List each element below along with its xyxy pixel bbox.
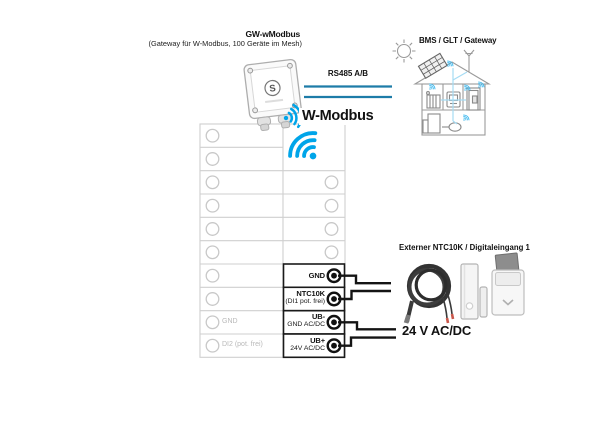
bms-label: BMS / GLT / Gateway [419,36,497,45]
wmodbus-label: W-Modbus [299,108,376,125]
device-title: GW-wModbus [245,29,300,39]
terminal-main-label: UB- [311,312,325,321]
device-subtitle: (Gateway für W-Modbus, 100 Geräte im Mesh) [148,39,302,48]
terminal-sub-label: (DI1 pot. frei) [285,297,325,305]
terminal-label-ub-minus [230,313,325,329]
card-switch-illustration [492,253,524,315]
door-contact-illustration [461,264,487,319]
power-supply-label: 24 V AC/DC [402,323,472,338]
building-illustration [393,40,490,136]
terminal-label-ntc10k [230,290,325,306]
sun-icon [393,40,416,63]
terminal-main-label: GND [308,270,325,280]
terminal-main-label: NTC10K [296,288,325,298]
ntc-sensor-illustration [406,266,453,323]
terminal-label-ub-plus [230,337,325,353]
terminal-sub-label: 24V AC/DC [290,344,325,352]
terminal-label-gnd [230,272,325,280]
left-terminal-label-di2: DI2 (pot. frei) [222,341,263,348]
gateway-device-illustration [244,59,304,132]
left-terminal-label-gnd: GND [222,318,238,325]
rs485-lines [304,87,392,98]
door-icon [467,88,480,110]
device-logo-letter: S [268,83,277,95]
external-input-label: Externer NTC10K / Digitaleingang 1 [399,243,530,252]
terminal-sub-label: GND AC/DC [287,321,325,329]
terminal-main-label: UB+ [310,335,325,345]
rs485-label: RS485 A/B [327,69,369,78]
connection-wires [338,276,396,346]
